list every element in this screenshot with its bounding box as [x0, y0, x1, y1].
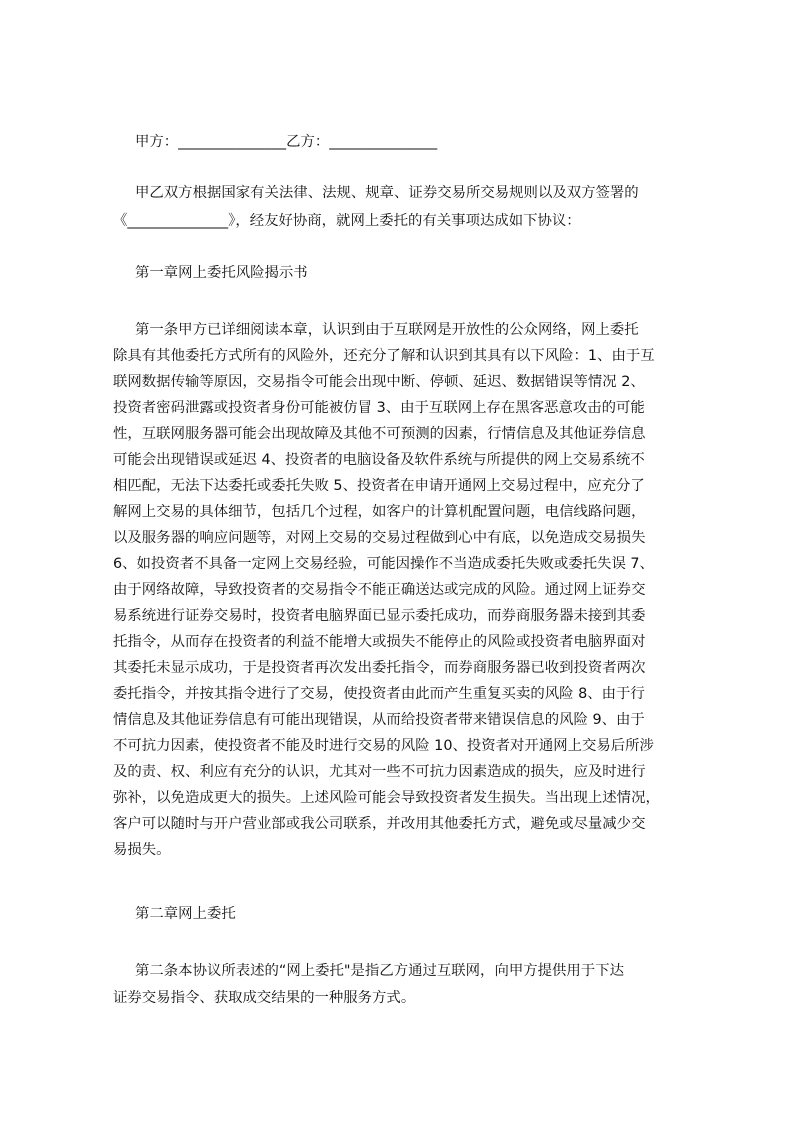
article1-line: 及的责、权、利应有充分的认识，尤其对一些不可抗力因素造成的损失，应及时进行 [113, 764, 646, 780]
article2-line: 第二条本协议所表述的“网上委托"是指乙方通过互联网，向甲方提供用于下达 [135, 963, 624, 979]
article1-line: 第一条甲方已详细阅读本章，认识到由于互联网是开放性的公众网络，网上委托 [135, 322, 639, 338]
article1-line: 托指令，从而存在投资者的利益不能增大或损失不能停止的风险或投资者电脑界面对 [113, 634, 646, 650]
article1-line: 解网上交易的具体细节，包括几个过程，如客户的计算机配置问题，电信线路问题， [113, 504, 646, 520]
article1-line: 除具有其他委托方式所有的风险外，还充分了解和认识到其具有以下风险：1、由于互 [113, 348, 655, 364]
article1-line: 以及服务器的响应问题等，对网上交易的交易过程做到心中有底，以免造成交易损失 [113, 530, 646, 546]
article1-line: 6、如投资者不具备一定网上交易经验，可能因操作不当造成委托失败或委托失误 7、 [113, 556, 654, 572]
intro-line: 甲乙双方根据国家有关法律、法规、规章、证券交易所交易规则以及双方签署的 [135, 185, 639, 201]
article1-line: 性，互联网服务器可能会出现故障及其他不可预测的因素，行情信息及其他证券信息 [113, 426, 646, 442]
parties-line: 甲方：_______________乙方：_______________ [135, 134, 438, 150]
article1-line: 易系统进行证券交易时，投资者电脑界面已显示委托成功，而券商服务器未接到其委 [113, 608, 646, 624]
article1-line: 可能会出现错误或延迟 4、投资者的电脑设备及软件系统与所提供的网上交易系统不 [113, 452, 645, 468]
intro-line: 《______________》，经友好协商，就网上委托的有关事项达成如下协议： [113, 213, 581, 229]
article1-line: 客户可以随时与开户营业部或我公司联系，并改用其他委托方式，避免或尽量减少交 [113, 816, 646, 832]
article2-line: 证券交易指令、获取成交结果的一种服务方式。 [113, 990, 416, 1006]
article1-line: 弥补，以免造成更大的损失。上述风险可能会导致投资者发生损失。当出现上述情况， [113, 790, 660, 806]
article1-line: 不可抗力因素，使投资者不能及时进行交易的风险 10、投资者对开通网上交易后所涉 [113, 738, 654, 754]
chapter1-title: 第一章网上委托风险揭示书 [135, 265, 308, 281]
article1-line: 易损失。 [113, 842, 171, 858]
article1-line: 委托指令，并按其指令进行了交易，使投资者由此而产生重复买卖的风险 8、由于行 [113, 686, 645, 702]
article1-line: 投资者密码泄露或投资者身份可能被仿冒 3、由于互联网上存在黑客恶意攻击的可能 [113, 400, 645, 416]
article1-line: 其委托未显示成功，于是投资者再次发出委托指令，而券商服务器已收到投资者两次 [113, 660, 646, 676]
article1-line: 由于网络故障，导致投资者的交易指令不能正确送达或完成的风险。通过网上证券交 [113, 582, 646, 598]
article1-line: 相匹配，无法下达委托或委托失败 5、投资者在申请开通网上交易过程中，应充分了 [113, 478, 645, 494]
article1-line: 联网数据传输等原因，交易指令可能会出现中断、停顿、延迟、数据错误等情况 2、 [113, 374, 645, 390]
chapter2-title: 第二章网上委托 [135, 906, 236, 922]
article1-line: 情信息及其他证券信息有可能出现错误，从而给投资者带来错误信息的风险 9、由于 [113, 712, 645, 728]
